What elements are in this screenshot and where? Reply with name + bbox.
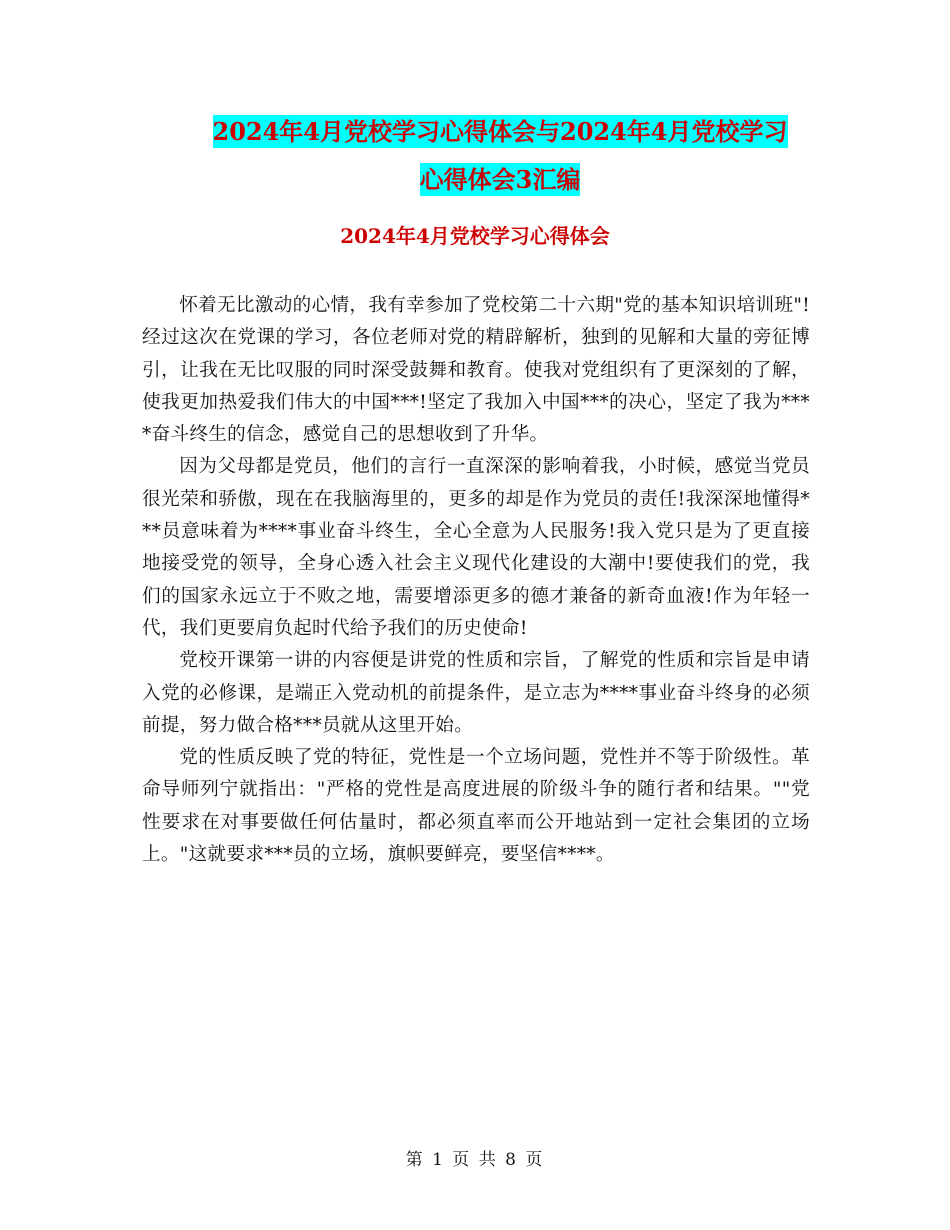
document-title <box>150 108 850 204</box>
paragraph-2: 因为父母都是党员，他们的言行一直深深的影响着我，小时候，感觉当党员很光荣和骄傲，现在在我脑海里的，更多的却是作为党员的责任!我深深地懂得***员意味着为****事业奋斗终生，全心全意为人民服务!我入党只是为了更直接地接受党的领导，全身心透入社会主义现代化建设的大潮中!要使我们的党，我们的国家永远立于不败之地，需要增添更多的德才兼备的新奇血液!作为年轻一代，我们更要肩负起时代给予我们的历史使命! <box>142 456 810 639</box>
body-text <box>142 290 810 871</box>
paragraph-1: 怀着无比激动的心情，我有幸参加了党校第二十六期"党的基本知识培训班"!经过这次在党课的学习，各位老师对党的精辟解析，独到的见解和大量的旁征博引，让我在无比叹服的同时深受鼓舞和教育。使我对党组织有了更深刻的了解，使我更加热爱我们伟大的中国***!坚定了我加入中国***的决心，坚定了我为****奋斗终生的信念，感觉自己的思想收到了升华。 <box>142 295 810 446</box>
document-title-line2: 心得体会3汇编 <box>419 165 581 194</box>
section-heading: 2024年4月党校学习心得体会 <box>340 224 610 248</box>
page-footer: 第 1 页 共 8 页 <box>405 1150 545 1170</box>
paragraph-3: 党校开课第一讲的内容便是讲党的性质和宗旨，了解党的性质和宗旨是申请入党的必修课，是端正入党动机的前提条件，是立志为****事业奋斗终身的必须前提，努力做合格***员就从这里开始。 <box>142 650 810 736</box>
document-title-line1: 2024年4月党校学习心得体会与2024年4月党校学习 <box>212 117 788 146</box>
paragraph-4: 党的性质反映了党的特征，党性是一个立场问题，党性并不等于阶级性。革命导师列宁就指出："严格的党性是高度进展的阶级斗争的随行者和结果。""党性要求在对事要做任何估量时，都必须直率而公开地站到一定社会集团的立场上。"这就要求***员的立场，旗帜要鲜亮，要坚信****。 <box>142 747 810 866</box>
